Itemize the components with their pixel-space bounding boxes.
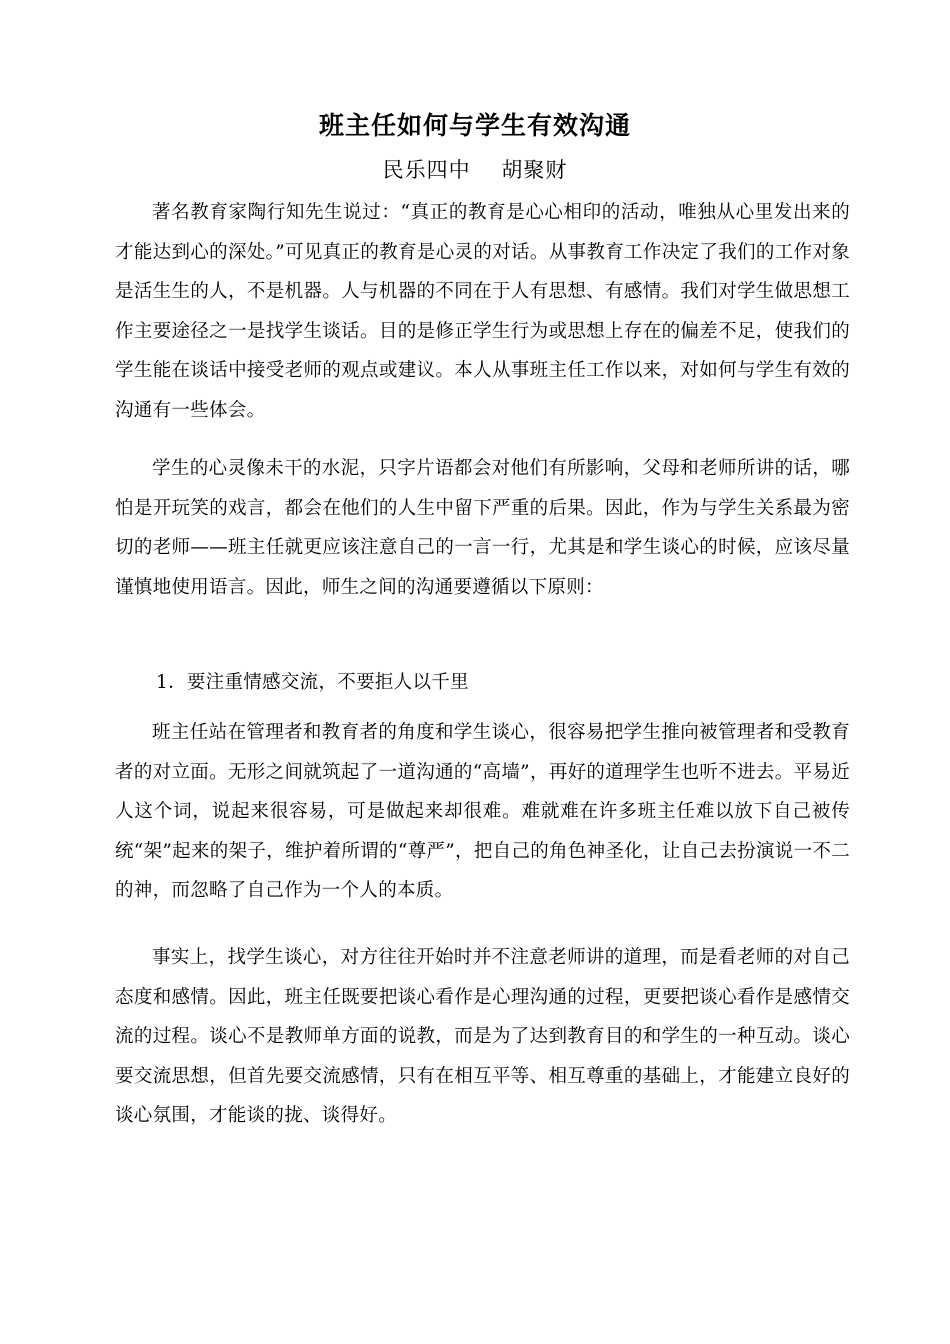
author-line: 民乐四中 胡聚财 [382, 158, 568, 182]
section-heading-1: 1．要注重情感交流，不要拒人以千里 [156, 672, 469, 693]
paragraph-intro: 著名教育家陶行知先生说过：“真正的教育是心心相印的活动，唯独从心里发出来的才能达到心的深处。”可见真正的教育是心灵的对话。从事教育工作决定了我们的工作对象是活生生的人，不是机器。人与机器的不同在于人有思想、有感情。我们对学生做思想工作主要途径之一是找学生谈话。目的是修正学生行为或思想上存在的偏差不足，使我们的学生能在谈话中接受老师的观点或建议。本人从事班主任工作以来，对如何与学生有效的沟通有一些体会。 [115, 202, 850, 421]
paragraph-section-1b: 事实上，找学生谈心，对方往往开始时并不注意老师讲的道理，而是看老师的对自己态度和感情。因此，班主任既要把谈心看作是心理沟通的过程，更要把谈心看作是感情交流的过程。谈心不是教师单方面的说教，而是为了达到教育目的和学生的一种互动。谈心要交流思想，但首先要交流感情，只有在相互平等、相互尊重的基础上，才能建立良好的谈心氛围，才能谈的拢、谈得好。 [115, 947, 850, 1126]
paragraph-principles: 学生的心灵像未干的水泥，只字片语都会对他们有所影响，父母和老师所讲的话，哪怕是开玩笑的戏言，都会在他们的人生中留下严重的后果。因此，作为与学生关系最为密切的老师——班主任就更应该注意自己的一言一行，尤其是和学生谈心的时候，应该尽量谨慎地使用语言。因此，师生之间的沟通要遵循以下原则： [115, 458, 850, 598]
document-title: 班主任如何与学生有效沟通 [318, 111, 631, 140]
paragraph-section-1a: 班主任站在管理者和教育者的角度和学生谈心，很容易把学生推向被管理者和受教育者的对立面。无形之间就筑起了一道沟通的“高墙”，再好的道理学生也听不进去。平易近人这个词，说起来很容易，可是做起来却很难。难就难在许多班主任难以放下自己被传统“架”起来的架子，维护着所谓的“尊严”，把自己的角色神圣化，让自己去扮演说一不二的神，而忽略了自己作为一个人的本质。 [115, 722, 850, 901]
